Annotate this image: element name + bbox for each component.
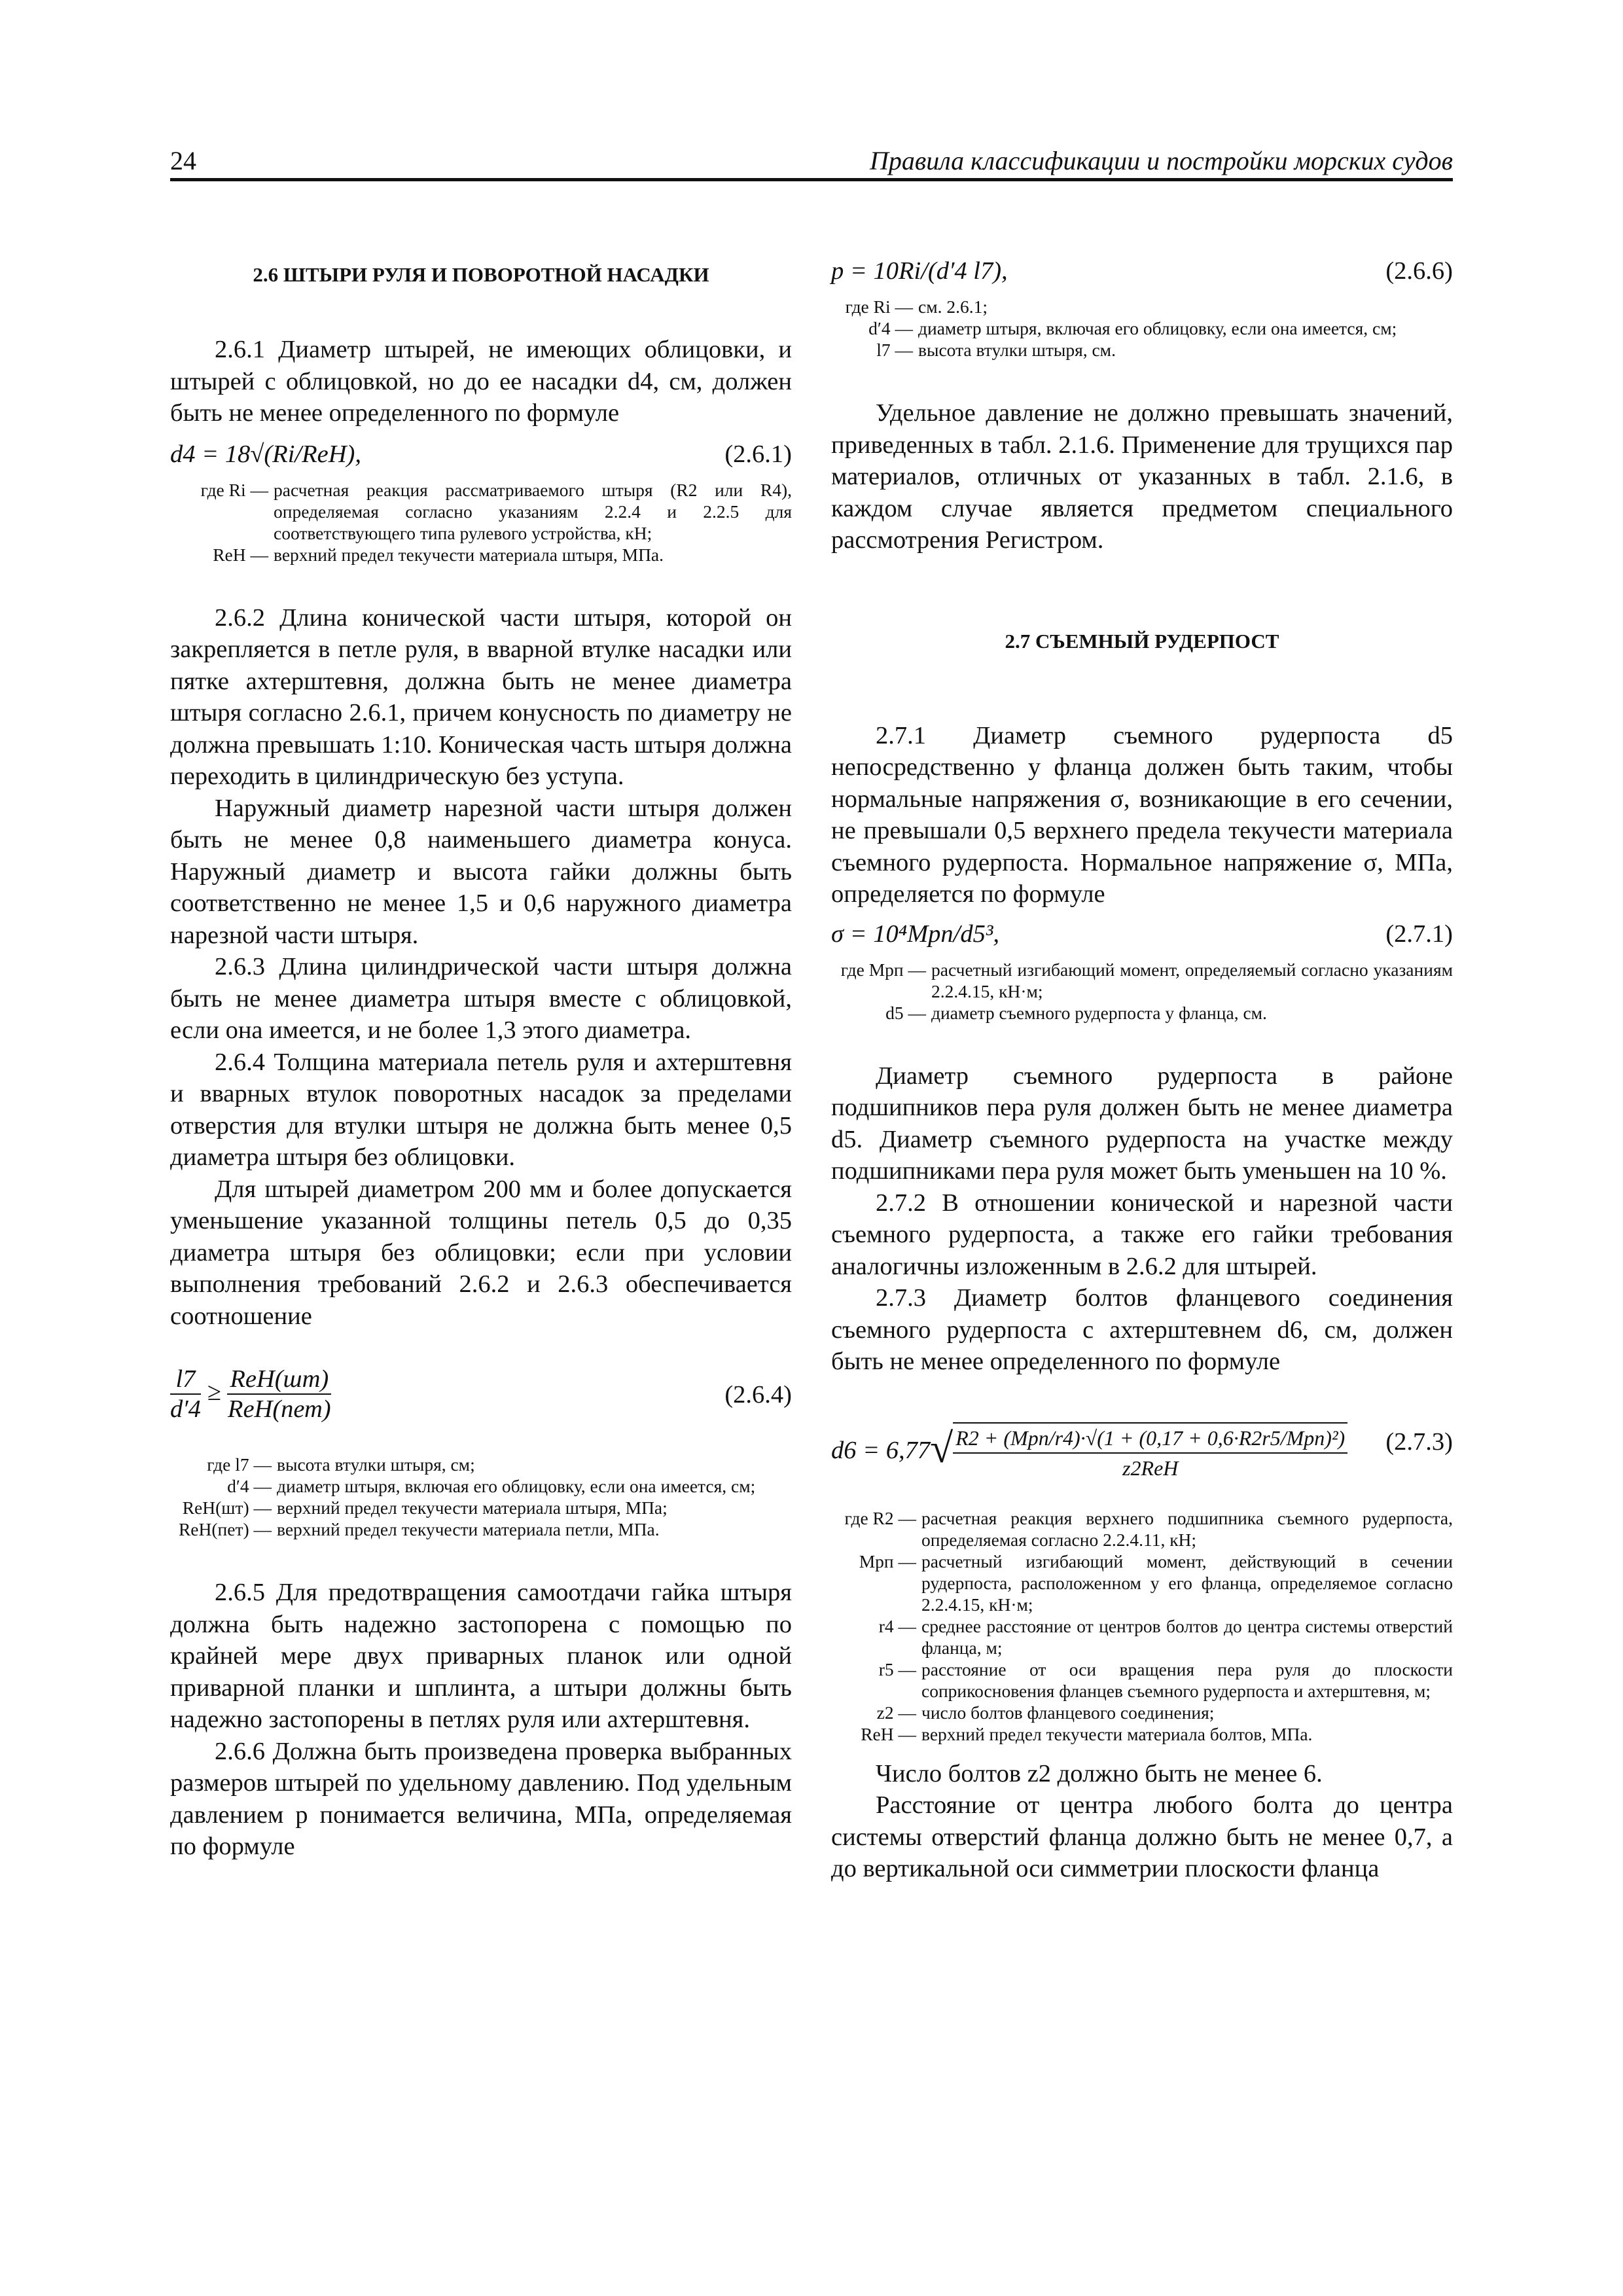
formula-expression: d6 = 6,77√ $\frac{\text{R2 + (Mрп/r4)·√(1 + (0,17 + 0,6·R2r5/Mрп)²)}}{\text{z2ReH}}$	[831, 1422, 1347, 1482]
where-text: диаметр штыря, включая его облицовку, если она имеется, см;	[277, 1476, 756, 1496]
where-list-2-6-4	[170, 1454, 792, 1540]
paragraph-2-6-5: 2.6.5 Для предотвращения самоотдачи гайка штыря должна быть надежно застопорена с помощью по крайней мере двух приварных планок или одной приварной планки и шплинта, а штыри должны быть надежно застопорены в петлях руля или ахтерштевня.	[170, 1579, 792, 1733]
where-item	[831, 339, 1453, 361]
where-symbol: где Ri —	[845, 296, 913, 317]
where-item	[831, 1659, 1453, 1702]
where-list-2-7-1	[831, 959, 1453, 1024]
where-symbol: ReH(пет) —	[178, 1519, 272, 1539]
where-symbol: d′4 —	[868, 318, 913, 338]
where-text: см. 2.6.1;	[918, 296, 988, 317]
where-symbol: ReH(шт) —	[182, 1498, 272, 1518]
where-item	[831, 959, 1453, 1002]
formula-2-6-1	[170, 439, 792, 479]
where-item	[831, 1507, 1453, 1551]
where-symbol: Mрп —	[859, 1551, 916, 1571]
where-text: высота втулки штыря, см;	[277, 1454, 475, 1475]
formula-expression: p = 10Ri/(d′4 l7),	[831, 257, 1008, 285]
where-list-2-7-3	[831, 1507, 1453, 1745]
paragraph-2-6-6: 2.6.6 Должна быть произведена проверка выбранных размеров штырей по удельному давлению. Под удельным давлением p понимается величина, МПа, определяемая по формуле	[170, 1737, 792, 1860]
paragraph-2-6-2-b: Наружный диаметр нарезной части штыря должен быть не менее 0,8 наименьшего диаметра конуса. Наружный диаметр и высота гайки должны быть соответственно не менее 1,5 и 0,6 наружного диаметра нарезной части штыря.	[170, 794, 792, 949]
where-symbol: где Mрп —	[840, 959, 926, 980]
page-number: 24	[170, 146, 196, 175]
where-symbol: r4 —	[878, 1615, 916, 1636]
where-item	[170, 1475, 792, 1497]
paragraph-2-7-3-b: Число болтов z2 должно быть не менее 6.	[876, 1759, 1323, 1787]
formula-2-7-1	[831, 918, 1453, 959]
where-item	[831, 296, 1453, 317]
where-text: верхний предел текучести материала штыря, МПа;	[277, 1498, 668, 1518]
formula-expression: d4 = 18√(Ri/ReH),	[170, 440, 361, 468]
formula-number: (2.7.1)	[1385, 920, 1453, 948]
paragraph-2-7-3-c: Расстояние от центра любого болта до центра системы отверстий фланца должно быть не менее 0,7, а до вертикальной оси симметрии плоскости фланца	[831, 1791, 1453, 1882]
where-text: расчетный изгибающий момент, определяемый согласно указаниям 2.2.4.15, кН·м;	[931, 959, 1453, 1001]
where-item	[831, 1002, 1453, 1024]
where-symbol: d′4 —	[227, 1476, 272, 1496]
left-column	[170, 216, 792, 1863]
formula-2-6-4	[170, 1365, 792, 1430]
where-text: расчетный изгибающий момент, действующий в сечении рудерпоста, расположенном у его фланца, определяемое согласно 2.2.4.15, кН·м;	[921, 1551, 1453, 1615]
where-item	[831, 1615, 1453, 1659]
sqrt-sign: √	[930, 1424, 954, 1471]
paragraph-2-7-2: 2.7.2 В отношении конической и нарезной части съемного рудерпоста, а также его гайки требования аналогичны изложенным в 2.6.2 для штырей.	[831, 1189, 1453, 1280]
where-symbol: где R2 —	[844, 1507, 916, 1528]
where-text: верхний предел текучести материала петли, МПа.	[277, 1519, 660, 1539]
where-list-2-6-1	[170, 479, 792, 565]
where-symbol: ReH —	[861, 1723, 916, 1744]
formula-number: (2.6.6)	[1385, 257, 1453, 285]
formula-2-7-3	[831, 1393, 1453, 1492]
fraction-left: $\frac{l7}{d'4}$	[170, 1365, 201, 1423]
where-symbol: l7 —	[876, 340, 913, 360]
where-item	[831, 1702, 1453, 1723]
paragraph-2-6-2: 2.6.2 Длина конической части штыря, которой он закрепляется в петле руля, в вварной втулке насадки или пятке ахтерштевня, должна быть не менее диаметра штыря согласно 2.6.1, причем конусность по диаметру не должна превышать 1:10. Коническая часть штыря должна переходить в цилиндрическую без уступа.	[170, 603, 792, 790]
where-text: высота втулки штыря, см.	[918, 340, 1116, 360]
where-text: среднее расстояние от центров болтов до центра системы отверстий фланца, м;	[921, 1615, 1453, 1658]
paragraph-2-6-3: 2.6.3 Длина цилиндрической части штыря должна быть не менее диаметра штыря вместе с облицовкой, если она имеется, и не более 1,3 этого диаметра.	[170, 953, 792, 1044]
paragraph-2-6-6-b: Удельное давление не должно превышать значений, приведенных в табл. 2.1.6. Применение для трущихся пар материалов, отличных от указанных в табл. 2.1.6, в каждом случае является предметом специального рассмотрения Регистром.	[831, 399, 1453, 554]
paragraph-2-6-4-b: Для штырей диаметром 200 мм и более допускается уменьшение указанной толщины петель 0,5 до 0,35 диаметра штыря без облицовки; если при условии выполнения требований 2.6.2 и 2.6.3 обеспечивается соотношение	[170, 1175, 792, 1330]
where-item	[170, 544, 792, 565]
formula-number: (2.6.4)	[724, 1381, 792, 1408]
paragraph-2-7-3: 2.7.3 Диаметр болтов фланцевого соединения съемного рудерпоста с ахтерштевнем d6, см, должен быть не менее определенного по формуле	[831, 1284, 1453, 1375]
paragraph-2-7-1: 2.7.1 Диаметр съемного рудерпоста d5 непосредственно у фланца должен быть таким, чтобы нормальные напряжения σ, возникающие в его сечении, не превышали 0,5 верхнего предела текучести материала съемного рудерпоста. Нормальное напряжение σ, МПа, определяется по формуле	[831, 721, 1453, 908]
section-heading-2-7: 2.7 СЪЕМНЫЙ РУДЕРПОСТ	[1005, 629, 1279, 653]
where-text: расчетная реакция рассматриваемого штыря (R2 или R4), определяемая согласно указаниям 2.2.4 и 2.2.5 для соответствующего типа рулевого устройства, кН;	[274, 479, 792, 543]
header-rule	[170, 178, 1453, 181]
where-text: верхний предел текучести материала штыря, МПа.	[274, 544, 664, 565]
relation-sign: ≥	[207, 1378, 221, 1406]
where-item	[831, 317, 1453, 339]
where-symbol: где l7 —	[207, 1454, 272, 1475]
formula-number: (2.6.1)	[724, 440, 792, 468]
where-text: расчетная реакция верхнего подшипника съемного рудерпоста, определяемая согласно 2.2.4.11, кН;	[921, 1507, 1453, 1550]
where-symbol: r5 —	[878, 1659, 916, 1679]
paragraph-2-6-4: 2.6.4 Толщина материала петель руля и ахтерштевня и вварных втулок поворотных насадок за пределами отверстия для втулки штыря не должна быть менее 0,5 диаметра штыря без облицовки.	[170, 1048, 792, 1171]
where-symbol: d5 —	[885, 1002, 926, 1023]
where-symbol: z2 —	[876, 1702, 916, 1723]
where-text: диаметр штыря, включая его облицовку, если она имеется, см;	[918, 318, 1397, 338]
where-text: верхний предел текучести материала болтов, МПа.	[921, 1723, 1313, 1744]
paragraph-2-6-1: 2.6.1 Диаметр штырей, не имеющих облицовки, и штырей с облицовкой, но до ее насадки d4, см, должен быть не менее определенного по формуле	[170, 336, 792, 427]
formula-expression: σ = 10⁴Mрп/d5³,	[831, 920, 1000, 948]
where-item	[170, 1497, 792, 1518]
page-header	[170, 145, 1453, 182]
where-list-2-6-6	[831, 296, 1453, 361]
where-item	[170, 1518, 792, 1540]
formula-number: (2.7.3)	[1385, 1427, 1453, 1456]
paragraph-2-7-1-b: Диаметр съемного рудерпоста в районе подшипников пера руля должен быть не менее диаметра d5. Диаметр съемного рудерпоста на участке между подшипниками пера руля может быть уменьшен на 10 %.	[831, 1062, 1453, 1185]
where-text: расстояние от оси вращения пера руля до плоскости соприкосновения фланцев съемного рудерпоста и ахтерштевня, м;	[921, 1659, 1453, 1701]
where-item	[831, 1551, 1453, 1615]
where-text: число болтов фланцевого соединения;	[921, 1702, 1215, 1723]
where-item	[170, 479, 792, 544]
where-item	[170, 1454, 792, 1475]
section-heading-2-6: 2.6 ШТЫРИ РУЛЯ И ПОВОРОТНОЙ НАСАДКИ	[253, 263, 709, 286]
fraction: $\frac{\text{R2 + (Mрп/r4)·√(1 + (0,17 + 0,6·R2r5/Mрп)²)}}{\text{z2ReH}}$	[953, 1422, 1347, 1482]
formula-2-6-6	[831, 255, 1453, 296]
where-symbol: где Ri —	[200, 479, 268, 500]
where-symbol: ReH —	[213, 544, 268, 565]
fraction-right: $\frac{\text{ReH(шт)}}{\text{ReH(пет)}}$	[227, 1365, 331, 1423]
where-item	[831, 1723, 1453, 1745]
running-title: Правила классификации и постройки морских судов	[869, 146, 1453, 175]
right-column	[831, 216, 1453, 1885]
where-text: диаметр съемного рудерпоста у фланца, см.	[931, 1002, 1267, 1023]
